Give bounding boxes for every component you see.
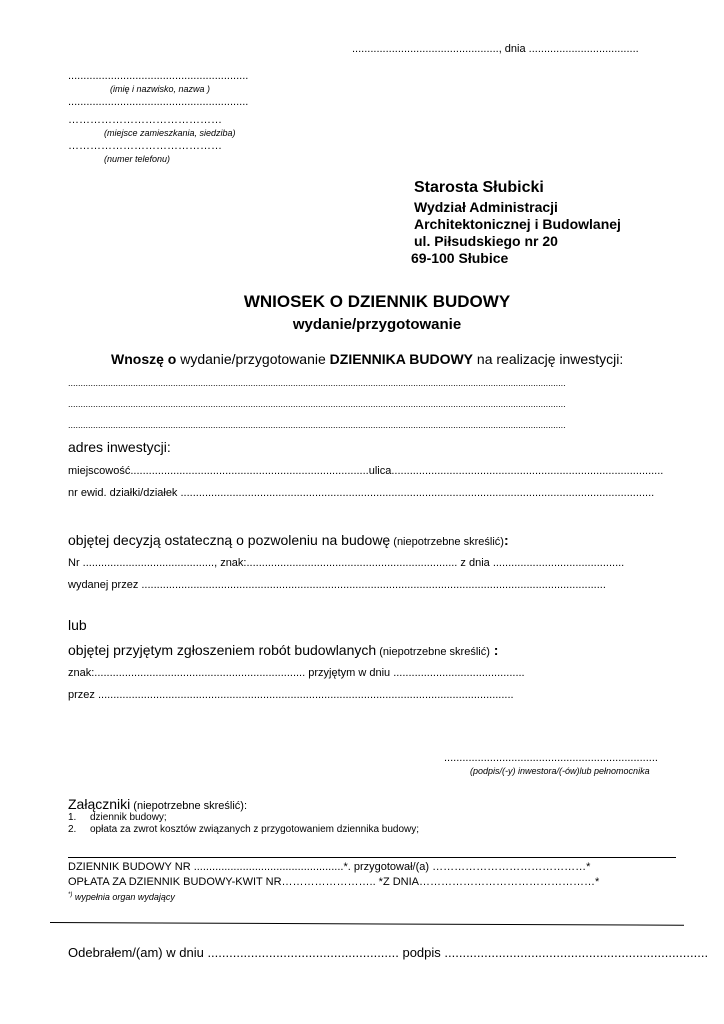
footnote-row [68, 892, 175, 902]
investment-dots-1: ....................................................................................................................................................................................................... [68, 378, 566, 388]
attachment-item [68, 812, 167, 823]
applicant-phone-dots: …………………………………… [68, 140, 222, 152]
fee-receipt-line: OPŁATA ZA DZIENNIK BUDOWY-KWIT NR…………………….. *Z DNIA…………………………………………* [68, 876, 600, 888]
investment-dots-3: ....................................................................................................................................................................................................... [68, 420, 566, 430]
parcel-line: nr ewid. działki/działek ........................................................................................................................................................... [68, 487, 655, 499]
receipt-divider [50, 922, 684, 926]
investment-dots-2: ....................................................................................................................................................................................................... [68, 399, 566, 409]
request-wnosze: Wnoszę o [111, 351, 177, 367]
decision-note: (niepotrzebne skreślić) [390, 536, 504, 548]
signature-dots: ...................................................................... [444, 752, 658, 764]
receipt-line: Odebrałem/(am) w dniu ..................................................... podpis ......................................................................... [68, 945, 709, 960]
applicant-name-label: (imię i nazwisko, nazwa ) [110, 84, 211, 94]
notification-heading-row [68, 642, 498, 658]
notification-sign-line: znak:..................................................................... przyjętym w dniu ........................................... [68, 667, 525, 679]
request-end: na realizację inwestycji: [473, 351, 624, 367]
notification-colon: : [489, 642, 499, 658]
recipient-line-2: Architektonicznej i Budowlanej [414, 216, 621, 232]
decision-colon: : [503, 532, 509, 548]
document-title: WNIOSEK O DZIENNIK BUDOWY [243, 292, 511, 311]
address-heading: adres inwestycji: [68, 439, 171, 455]
recipient-line-4: 69-100 Słubice [411, 250, 509, 266]
decision-issued-line: wydanej przez ........................................................................................................................................................ [68, 579, 606, 591]
decision-heading-row [68, 532, 509, 548]
applicant-name-dots: ........................................................... [68, 70, 249, 82]
attachments-heading: Załączniki [68, 796, 131, 812]
attachment-text: opłata za zwrot kosztów związanych z przygotowaniem dziennika budowy; [90, 824, 420, 835]
request-sentence [111, 351, 623, 367]
place-date-line: ................................................, dnia .................................... [352, 43, 639, 55]
attachment-item [68, 824, 419, 835]
notification-by-line: przez ........................................................................................................................................ [68, 689, 514, 701]
footnote-text: wypełnia organ wydający [72, 892, 175, 902]
lub-label: lub [68, 617, 87, 633]
journal-number-line: DZIENNIK BUDOWY NR .................................................*. przygotował/(a) ……………………………………* [68, 861, 591, 873]
attachment-number: 1. [68, 812, 77, 823]
decision-number-line: Nr ..........................................., znak:..................................................................... z dnia ........................................... [68, 557, 625, 569]
attachments-note: (niepotrzebne skreślić): [130, 800, 248, 812]
recipient-line-3: ul. Piłsudskiego nr 20 [414, 233, 558, 249]
request-dziennik: DZIENNIKA BUDOWY [329, 351, 474, 367]
applicant-address-dots: …………………………………… [68, 114, 222, 126]
attachment-number: 2. [68, 824, 77, 835]
applicant-address-label: (miejsce zamieszkania, siedziba) [104, 128, 236, 138]
request-mid: wydanie/przygotowanie [176, 351, 330, 367]
document-subtitle: wydanie/przygotowanie [292, 316, 462, 333]
locality-line: miejscowość..............................................................................ulica......................................................................................... [68, 465, 664, 477]
notification-note: (niepotrzebne skreślić) [376, 646, 490, 658]
signature-label: (podpis/(-y) inwestora/(-ów)lub pełnomocnika [470, 766, 650, 776]
footnote-mark: *) [68, 892, 73, 898]
notification-heading: objętej przyjętym zgłoszeniem robót budowlanych [68, 642, 377, 658]
recipient-line-1: Wydział Administracji [414, 199, 558, 215]
applicant-name-dots-2: ........................................................... [68, 96, 249, 108]
office-section-divider [68, 857, 676, 858]
recipient-name: Starosta Słubicki [414, 179, 544, 196]
applicant-phone-label: (numer telefonu) [104, 154, 171, 164]
attachments-heading-row [68, 796, 247, 812]
attachment-text: dziennik budowy; [90, 812, 167, 823]
decision-heading: objętej decyzją ostateczną o pozwoleniu na budowę [68, 532, 391, 548]
